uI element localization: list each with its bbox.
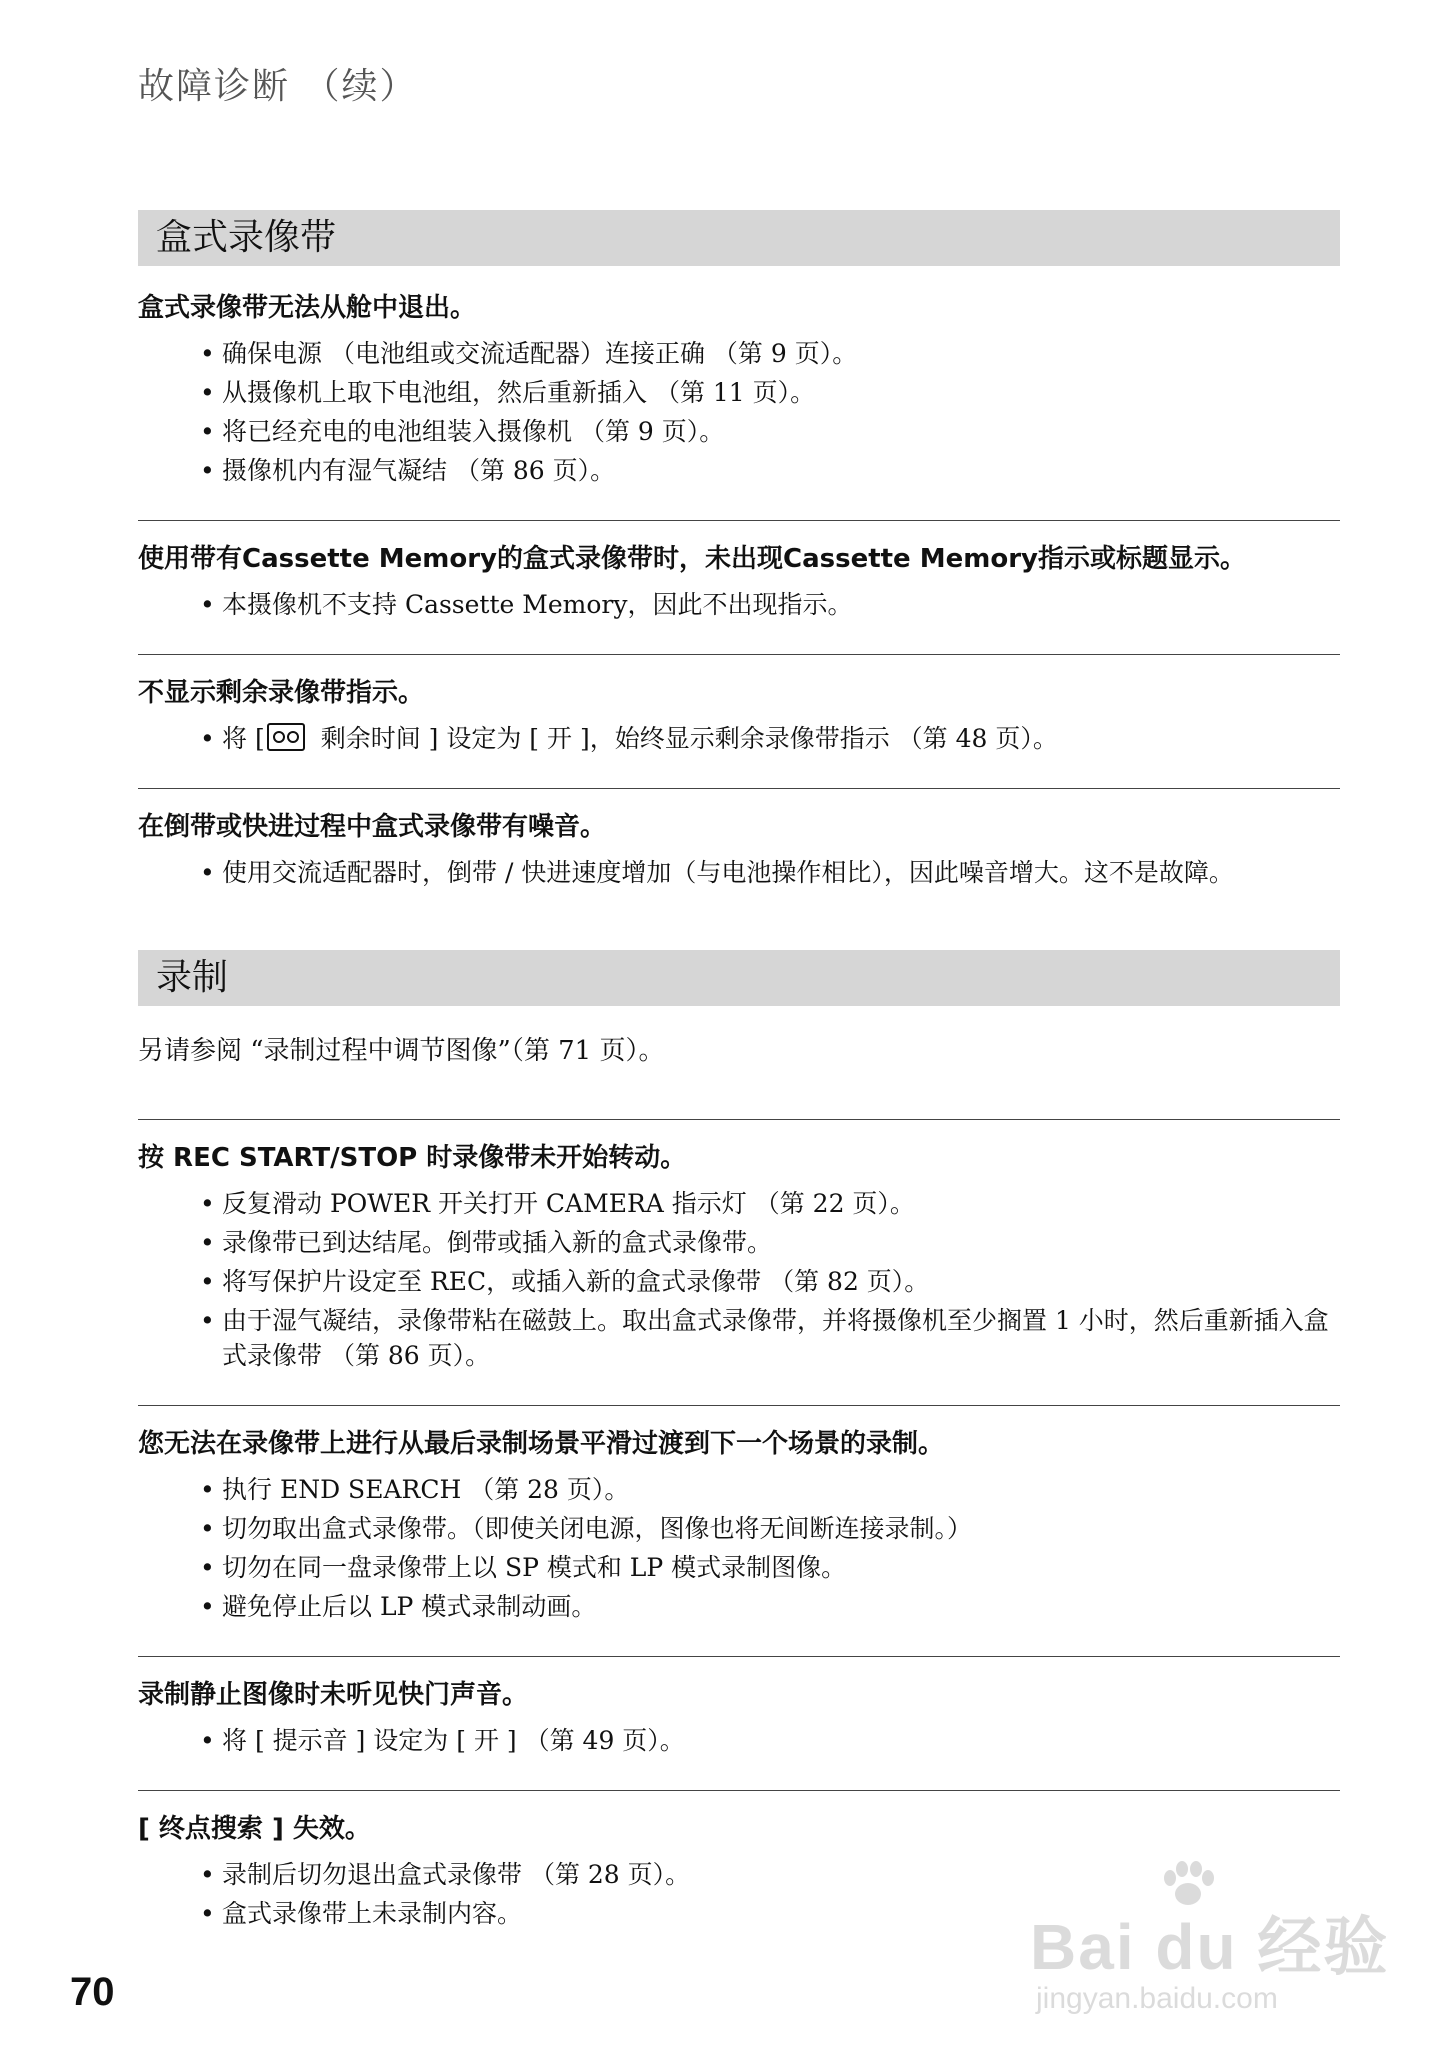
list-item-text: 将已经充电的电池组装入摄像机 （第 9 页）。 <box>222 417 725 446</box>
watermark-url: jingyan.baidu.com <box>1036 1982 1278 2015</box>
list-item-text: 录像带已到达结尾。倒带或插入新的盒式录像带。 <box>222 1228 773 1257</box>
faq-question: 在倒带或快进过程中盒式录像带有噪音。 <box>138 812 607 842</box>
list-item-text: 本摄像机不支持 Cassette Memory，因此不出现指示。 <box>222 590 853 619</box>
list-item-text: 从摄像机上取下电池组，然后重新插入 （第 11 页）。 <box>222 378 816 407</box>
list-item <box>200 1511 1340 1546</box>
bullet: • <box>200 1899 215 1928</box>
faq-answer-list <box>138 336 1340 488</box>
faq-answer-list <box>138 721 1340 756</box>
list-item-text: 将 [ <box>222 724 265 753</box>
section-header-cassette: 盒式录像带 <box>138 210 1340 266</box>
bullet: • <box>200 1860 215 1889</box>
list-item-text: 确保电源 （电池组或交流适配器）连接正确 （第 9 页）。 <box>222 339 858 368</box>
bullet: • <box>200 1189 215 1218</box>
list-item <box>200 1186 1340 1221</box>
list-item-text: 录制后切勿退出盒式录像带 （第 28 页）。 <box>222 1860 691 1889</box>
faq-remaining-tape <box>138 675 1340 789</box>
faq-question: 按 REC START/STOP 时录像带未开始转动。 <box>138 1143 687 1173</box>
bullet: • <box>200 1306 215 1335</box>
cassette-tape-icon <box>267 723 305 751</box>
bullet: • <box>200 1514 215 1543</box>
recording-intro <box>138 1030 1340 1120</box>
faq-answer-list <box>138 1186 1340 1373</box>
section-header-recording: 录制 <box>138 950 1340 1006</box>
page-content <box>138 210 1340 1983</box>
list-item <box>200 1550 1340 1585</box>
baidu-watermark <box>1030 1860 1390 2030</box>
list-item <box>200 1723 1340 1758</box>
list-item <box>200 1225 1340 1260</box>
faq-question: [ 终点搜索 ] 失效。 <box>138 1814 371 1844</box>
bullet: • <box>200 590 215 619</box>
list-item <box>200 336 1340 371</box>
list-item <box>200 855 1340 890</box>
faq-answer-list <box>138 1472 1340 1624</box>
list-item <box>200 1472 1340 1507</box>
bullet: • <box>200 1228 215 1257</box>
bullet: • <box>200 456 215 485</box>
bullet: • <box>200 417 215 446</box>
bullet: • <box>200 339 215 368</box>
intro-text: 另请参阅 “录制过程中调节图像”（第 71 页）。 <box>138 1036 665 1066</box>
bullet: • <box>200 724 215 753</box>
faq-shutter-sound <box>138 1677 1340 1791</box>
bullet: • <box>200 1267 215 1296</box>
list-item-text: 切勿取出盒式录像带。（即使关闭电源，图像也将无间断连接录制。） <box>222 1514 973 1543</box>
list-item-text: 执行 END SEARCH （第 28 页）。 <box>222 1475 630 1504</box>
watermark-brand: Bai du 经验 <box>1030 1911 1390 1983</box>
faq-cassette-eject <box>138 290 1340 521</box>
bullet: • <box>200 858 215 887</box>
faq-question: 不显示剩余录像带指示。 <box>138 678 425 708</box>
bullet: • <box>200 1592 215 1621</box>
list-item <box>200 414 1340 449</box>
list-item-text: 将写保护片设定至 REC，或插入新的盒式录像带 （第 82 页）。 <box>222 1267 930 1296</box>
faq-rec-start <box>138 1140 1340 1406</box>
list-item <box>200 1303 1340 1373</box>
bullet: • <box>200 1475 215 1504</box>
bullet: • <box>200 1553 215 1582</box>
faq-smooth-transition <box>138 1426 1340 1657</box>
list-item-text: 摄像机内有湿气凝结 （第 86 页）。 <box>222 456 616 485</box>
faq-tape-noise <box>138 809 1340 922</box>
list-item <box>200 721 1340 756</box>
list-item-text: 盒式录像带上未录制内容。 <box>222 1899 523 1928</box>
faq-answer-list <box>138 587 1340 622</box>
list-item-text: 避免停止后以 LP 模式录制动画。 <box>222 1592 597 1621</box>
faq-question: 盒式录像带无法从舱中退出。 <box>138 293 477 323</box>
list-item <box>200 1589 1340 1624</box>
faq-question: 使用带有Cassette Memory的盒式录像带时，未出现Cassette Memory指示或标题显示。 <box>138 544 1246 574</box>
faq-answer-list <box>138 855 1340 890</box>
running-header: 故障诊断 （续） <box>138 66 418 107</box>
bullet: • <box>200 378 215 407</box>
list-item <box>200 453 1340 488</box>
page-number: 70 <box>70 1970 115 2014</box>
faq-question: 您无法在录像带上进行从最后录制场景平滑过渡到下一个场景的录制。 <box>138 1429 945 1459</box>
faq-question: 录制静止图像时未听见快门声音。 <box>138 1680 529 1710</box>
faq-cassette-memory <box>138 541 1340 655</box>
list-item-text: 由于湿气凝结，录像带粘在磁鼓上。取出盒式录像带，并将摄像机至少搁置 1 小时，然后重新插入盒式录像带 （第 86 页）。 <box>222 1306 1329 1370</box>
list-item <box>200 587 1340 622</box>
list-item-text: 剩余时间 ] 设定为 [ 开 ]，始终显示剩余录像带指示 （第 48 页）。 <box>320 724 1058 753</box>
list-item-text: 使用交流适配器时，倒带 / 快进速度增加（与电池操作相比），因此噪音增大。这不是故障。 <box>222 858 1234 887</box>
list-item <box>200 1264 1340 1299</box>
list-item-text: 反复滑动 POWER 开关打开 CAMERA 指示灯 （第 22 页）。 <box>222 1189 915 1218</box>
list-item-text: 切勿在同一盘录像带上以 SP 模式和 LP 模式录制图像。 <box>222 1553 847 1582</box>
list-item-text: 将 [ 提示音 ] 设定为 [ 开 ] （第 49 页）。 <box>222 1726 685 1755</box>
bullet: • <box>200 1726 215 1755</box>
faq-answer-list <box>138 1723 1340 1758</box>
list-item <box>200 375 1340 410</box>
